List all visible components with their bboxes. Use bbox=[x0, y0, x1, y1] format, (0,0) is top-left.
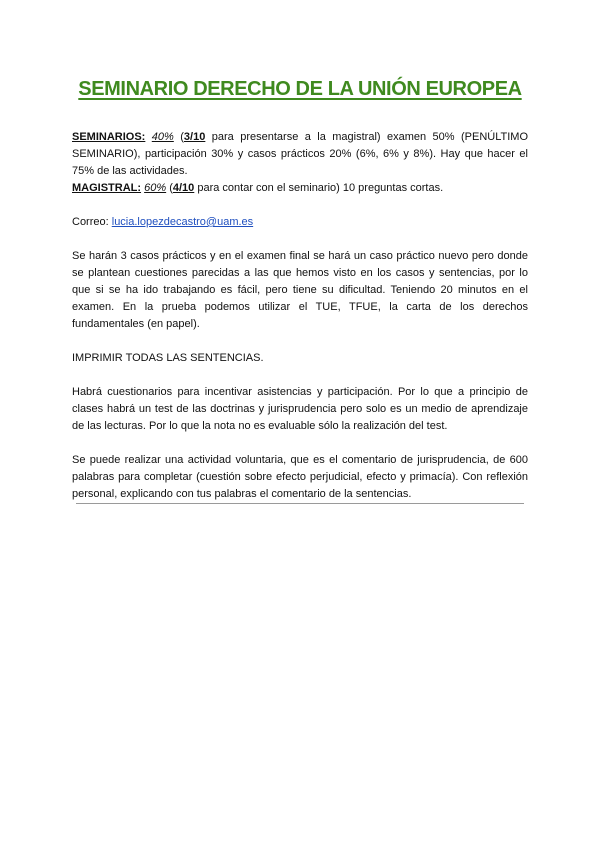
imprimir-paragraph: IMPRIMIR TODAS LAS SENTENCIAS. bbox=[72, 352, 264, 364]
horizontal-divider bbox=[76, 503, 524, 504]
seminarios-percentage: 40% bbox=[151, 131, 174, 143]
seminarios-paren: ( bbox=[180, 131, 184, 143]
correo-line bbox=[72, 214, 528, 231]
seminarios-label: SEMINARIOS: bbox=[72, 131, 146, 143]
casos-paragraph: Se harán 3 casos prácticos y en el examen final se hará un caso práctico nuevo pero donde se plantean cuestiones parecidas a las que hemos visto en los casos y sentencias, por lo que si se ha ido trabajando es fácil, pero tiene su dificultad. Teniendo 20 minutos en el examen. En la prueba podemos utilizar el TUE, TFUE, la carta de los derechos fundamentales (en papel). bbox=[72, 250, 528, 330]
seminarios-score: 3/10 bbox=[183, 131, 206, 143]
page-title: SEMINARIO DERECHO DE LA UNIÓN EUROPEA bbox=[78, 78, 522, 100]
seminarios-text: para presentarse a la magistral) examen 50% (PENÚLTIMO SEMINARIO), participación 30% y casos prácticos 20% (6%, 6% y 8%). Hay que hacer el 75% de las actividades. bbox=[72, 131, 529, 177]
magistral-paren: ( bbox=[169, 182, 173, 194]
email-link[interactable]: lucia.lopezdecastro@uam.es bbox=[111, 216, 254, 228]
magistral-text: para contar con el seminario) 10 preguntas cortas. bbox=[197, 182, 444, 194]
magistral-percentage: 60% bbox=[144, 182, 167, 194]
voluntaria-paragraph: Se puede realizar una actividad voluntaria, que es el comentario de jurisprudencia, de 600 palabras para completar (cuestión sobre efecto perjudicial, efecto y primacía). Con reflexión personal, explicando con tus palabras el comentario de la sentencias. bbox=[72, 454, 528, 500]
correo-label: Correo: bbox=[72, 216, 109, 228]
seminarios-paragraph bbox=[72, 129, 528, 180]
magistral-paragraph bbox=[72, 180, 528, 197]
magistral-label: MAGISTRAL: bbox=[72, 182, 142, 194]
magistral-score: 4/10 bbox=[172, 182, 195, 194]
cuestionarios-paragraph: Habrá cuestionarios para incentivar asistencias y participación. Por lo que a principio de clases habrá un test de las doctrinas y jurisprudencia pero solo es un medio de aprendizaje de las lecturas. Por lo que la nota no es evaluable sólo la realización del test. bbox=[72, 386, 528, 432]
